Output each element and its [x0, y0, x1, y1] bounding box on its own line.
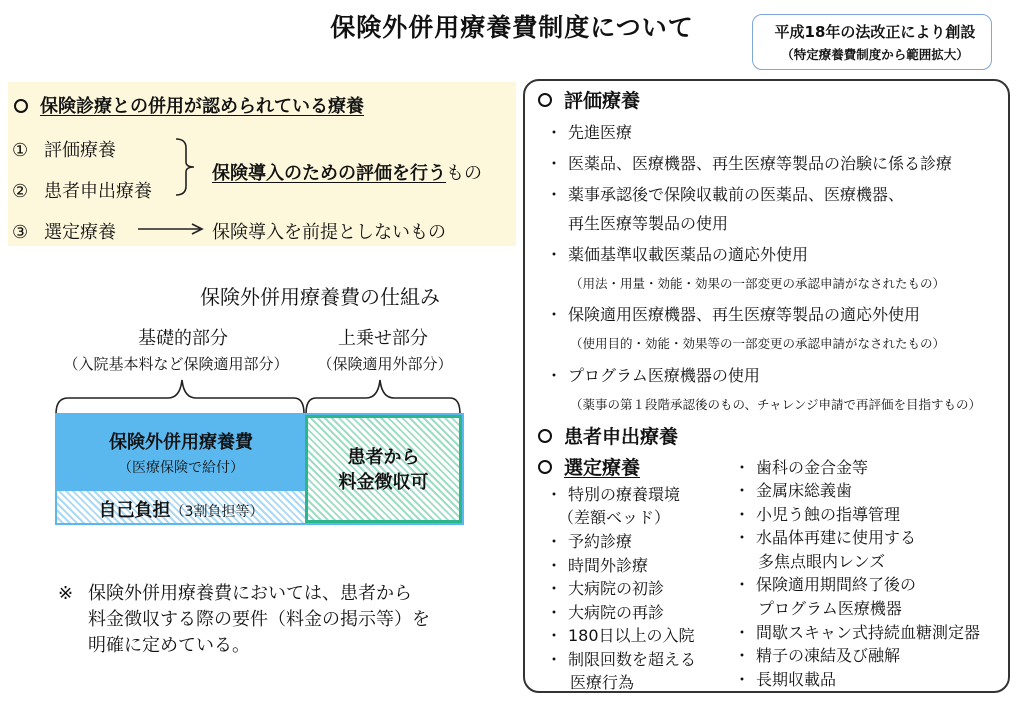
- hyoka-item: ・ 医薬品、医療機器、再生医療等製品の治験に係る診療: [546, 154, 953, 173]
- law-note-line2: （特定療養費制度から範囲拡大）: [781, 47, 969, 62]
- evaluation-purpose-text: 保険導入のための評価を行うもの: [212, 163, 482, 184]
- sentei-item: ・ 水晶体再建に使用する: [734, 528, 917, 547]
- care-item-1: ① 評価療養: [12, 140, 116, 161]
- care-item-2: ② 患者申出療養: [12, 181, 152, 202]
- sentei-item: ・ 予約診療: [546, 532, 633, 551]
- benefit-title: 保険外併用療養費: [109, 432, 253, 453]
- patient-charge-label: 患者から 料金徴収可: [338, 447, 429, 493]
- circle-marker-icon: [538, 460, 552, 474]
- sentei-item: ・ 保険適用期間終了後の: [734, 575, 917, 594]
- footnote: ※ 保険外併用療養費においては、患者から 料金徴収する際の要件（料金の掲示等）を 明確に定めている。: [58, 583, 430, 656]
- hyoka-item-note: （薬事の第１段階承認後のもの、チャレンジ申請で再評価を目指すもの）: [570, 397, 982, 412]
- sentei-item: ・ 精子の凍結及び融解: [734, 646, 901, 665]
- circle-marker-icon: [14, 99, 28, 113]
- hyoka-item: ・ 薬価基準収載医薬品の適応外使用: [546, 245, 809, 264]
- sentei-item-cont: プログラム医療機器: [758, 599, 902, 618]
- non-insurance-text: 保険導入を前提としないもの: [212, 222, 446, 243]
- hyoka-item-cont: 再生医療等製品の使用: [568, 214, 729, 233]
- bracket-icon: [170, 136, 210, 198]
- sentei-item: ・ 時間外診療: [546, 556, 649, 575]
- hyoka-item: ・ 先進医療: [546, 123, 633, 142]
- sentei-item-cont: （差額ベッド）: [558, 508, 671, 527]
- sentei-item: ・ 金属床総義歯: [734, 481, 853, 500]
- basic-part-label: 基礎的部分: [138, 328, 228, 349]
- sentei-item: ・ 小児う蝕の指導管理: [734, 505, 901, 524]
- hyoka-item: ・ 保険適用医療機器、再生医療等製品の適応外使用: [546, 305, 921, 324]
- benefit-sub: （医療保険で給付）: [118, 460, 244, 476]
- sentei-item: ・ 制限回数を超える: [546, 650, 697, 669]
- combined-care-heading: 保険診療との併用が認められている療養: [14, 92, 364, 118]
- circle-marker-icon: [538, 93, 552, 107]
- sentei-item-cont: 医療行為: [570, 673, 635, 692]
- sentei-item: ・ 大病院の初診: [546, 579, 665, 598]
- page-title: 保険外併用療養費制度について: [330, 13, 694, 42]
- extra-part-label: 上乗せ部分: [338, 328, 428, 349]
- hyoka-item: ・ プログラム医療機器の使用: [546, 366, 760, 385]
- sentei-heading: 選定療養: [538, 453, 640, 480]
- brace-icon: [50, 372, 470, 416]
- hyoka-heading: 評価療養: [538, 86, 640, 113]
- sentei-item: ・ 歯科の金合金等: [734, 458, 869, 477]
- mechanism-title: 保険外併用療養費の仕組み: [200, 285, 440, 309]
- sentei-item: ・ 大病院の再診: [546, 603, 665, 622]
- sentei-item: ・ 特別の療養環境: [546, 485, 681, 504]
- sentei-item: ・ 間歇スキャン式持続血糖測定器: [734, 623, 981, 642]
- hyoka-item-note: （用法・用量・効能・効果の一部変更の承認申請がなされたもの）: [570, 276, 946, 291]
- hyoka-item: ・ 薬事承認後で保険収載前の医薬品、医療機器、: [546, 185, 905, 204]
- law-note-line1: 平成18年の法改正により創設: [774, 23, 976, 41]
- circle-marker-icon: [538, 429, 552, 443]
- basic-part-sub: （入院基本料など保険適用部分）: [63, 355, 289, 373]
- sentei-item-cont: 多焦点眼内レンズ: [758, 552, 886, 571]
- hyoka-item-note: （使用目的・効能・効果等の一部変更の承認申請がなされたもの）: [570, 336, 946, 351]
- sentei-item: ・ 長期収載品: [734, 670, 837, 689]
- extra-part-sub: （保険適用外部分）: [317, 355, 453, 373]
- care-item-3: ③ 選定療養: [12, 222, 116, 243]
- self-pay-label: 自己負担（3割負担等）: [98, 500, 264, 521]
- arrow-right-icon: [136, 221, 206, 237]
- moushide-heading: 患者申出療養: [538, 422, 678, 449]
- sentei-item: ・ 180日以上の入院: [546, 626, 695, 645]
